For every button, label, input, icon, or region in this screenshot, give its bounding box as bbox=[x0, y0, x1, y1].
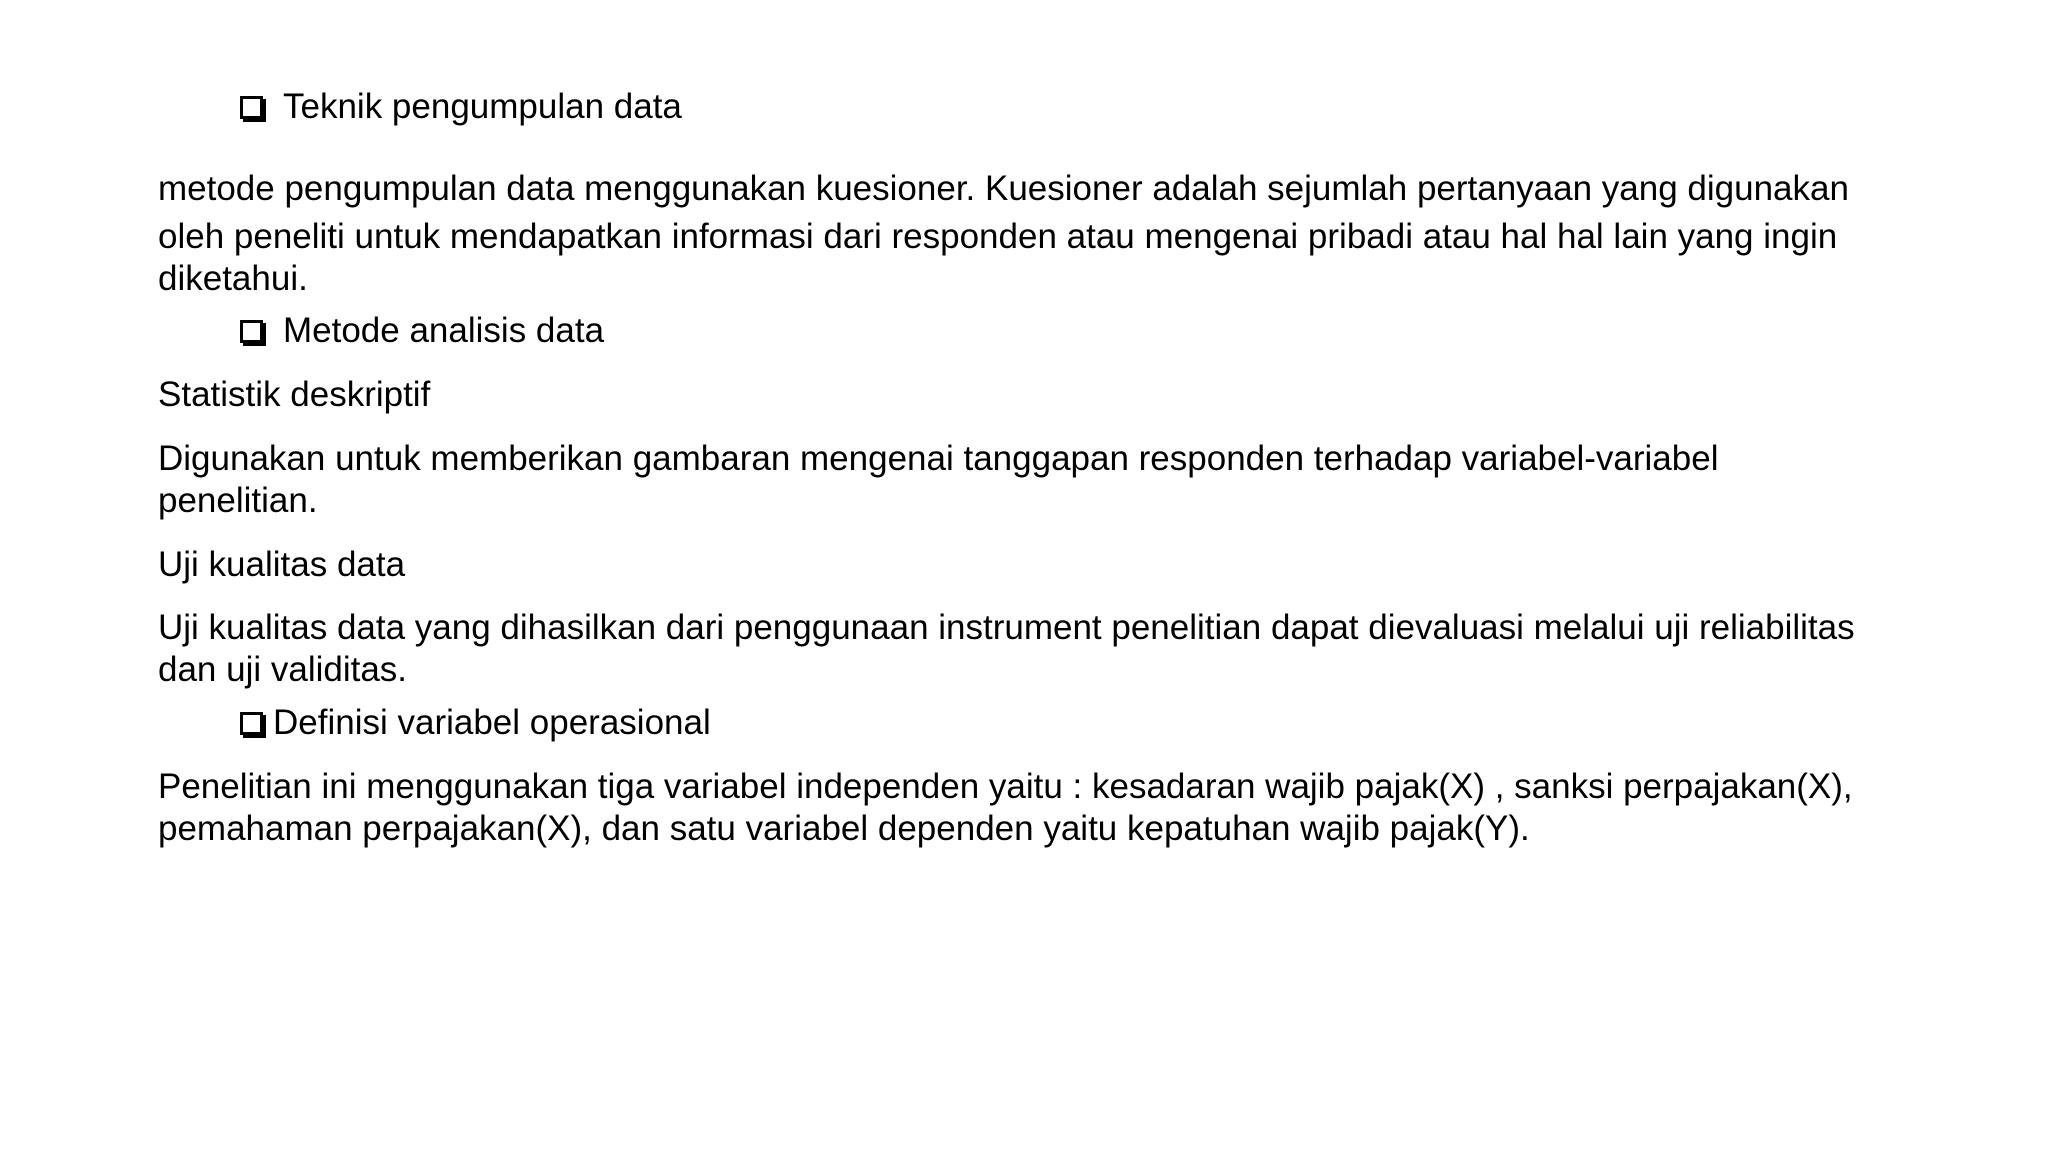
teknik-line-3: diketahui. bbox=[158, 259, 308, 298]
metode-heading-row bbox=[240, 310, 604, 352]
definisi-line-2: pemahaman perpajakan(X), dan satu variabel dependen yaitu kepatuhan wajib pajak(Y). bbox=[158, 809, 1530, 848]
checkbox-bullet-icon bbox=[240, 96, 263, 119]
statistik-line-2: penelitian. bbox=[158, 481, 318, 520]
checkbox-bullet-icon bbox=[240, 320, 263, 343]
definisi-heading-row bbox=[240, 702, 711, 744]
teknik-heading: Teknik pengumpulan data bbox=[283, 87, 682, 126]
teknik-line-2: oleh peneliti untuk mendapatkan informasi dari responden atau mengenai pribadi atau hal hal lain yang ingin bbox=[158, 217, 1838, 256]
teknik-line-1: metode pengumpulan data menggunakan kuesioner. Kuesioner adalah sejumlah pertanyaan yang digunakan bbox=[158, 169, 1849, 208]
metode-heading: Metode analisis data bbox=[283, 311, 605, 350]
checkbox-bullet-icon bbox=[240, 712, 263, 735]
teknik-heading-row bbox=[240, 86, 682, 128]
statistik-line-1: Digunakan untuk memberikan gambaran mengenai tanggapan responden terhadap variabel-variabel bbox=[158, 439, 1719, 478]
definisi-line-1: Penelitian ini menggunakan tiga variabel independen yaitu : kesadaran wajib pajak(X) , sanksi perpajakan(X), bbox=[158, 767, 1853, 806]
statistik-title: Statistik deskriptif bbox=[158, 375, 431, 414]
uji-line-1: Uji kualitas data yang dihasilkan dari penggunaan instrument penelitian dapat dievaluasi melalui uji reliabilitas bbox=[158, 608, 1855, 647]
definisi-heading: Definisi variabel operasional bbox=[273, 703, 711, 742]
uji-title: Uji kualitas data bbox=[158, 545, 406, 584]
uji-line-2: dan uji validitas. bbox=[158, 650, 408, 689]
